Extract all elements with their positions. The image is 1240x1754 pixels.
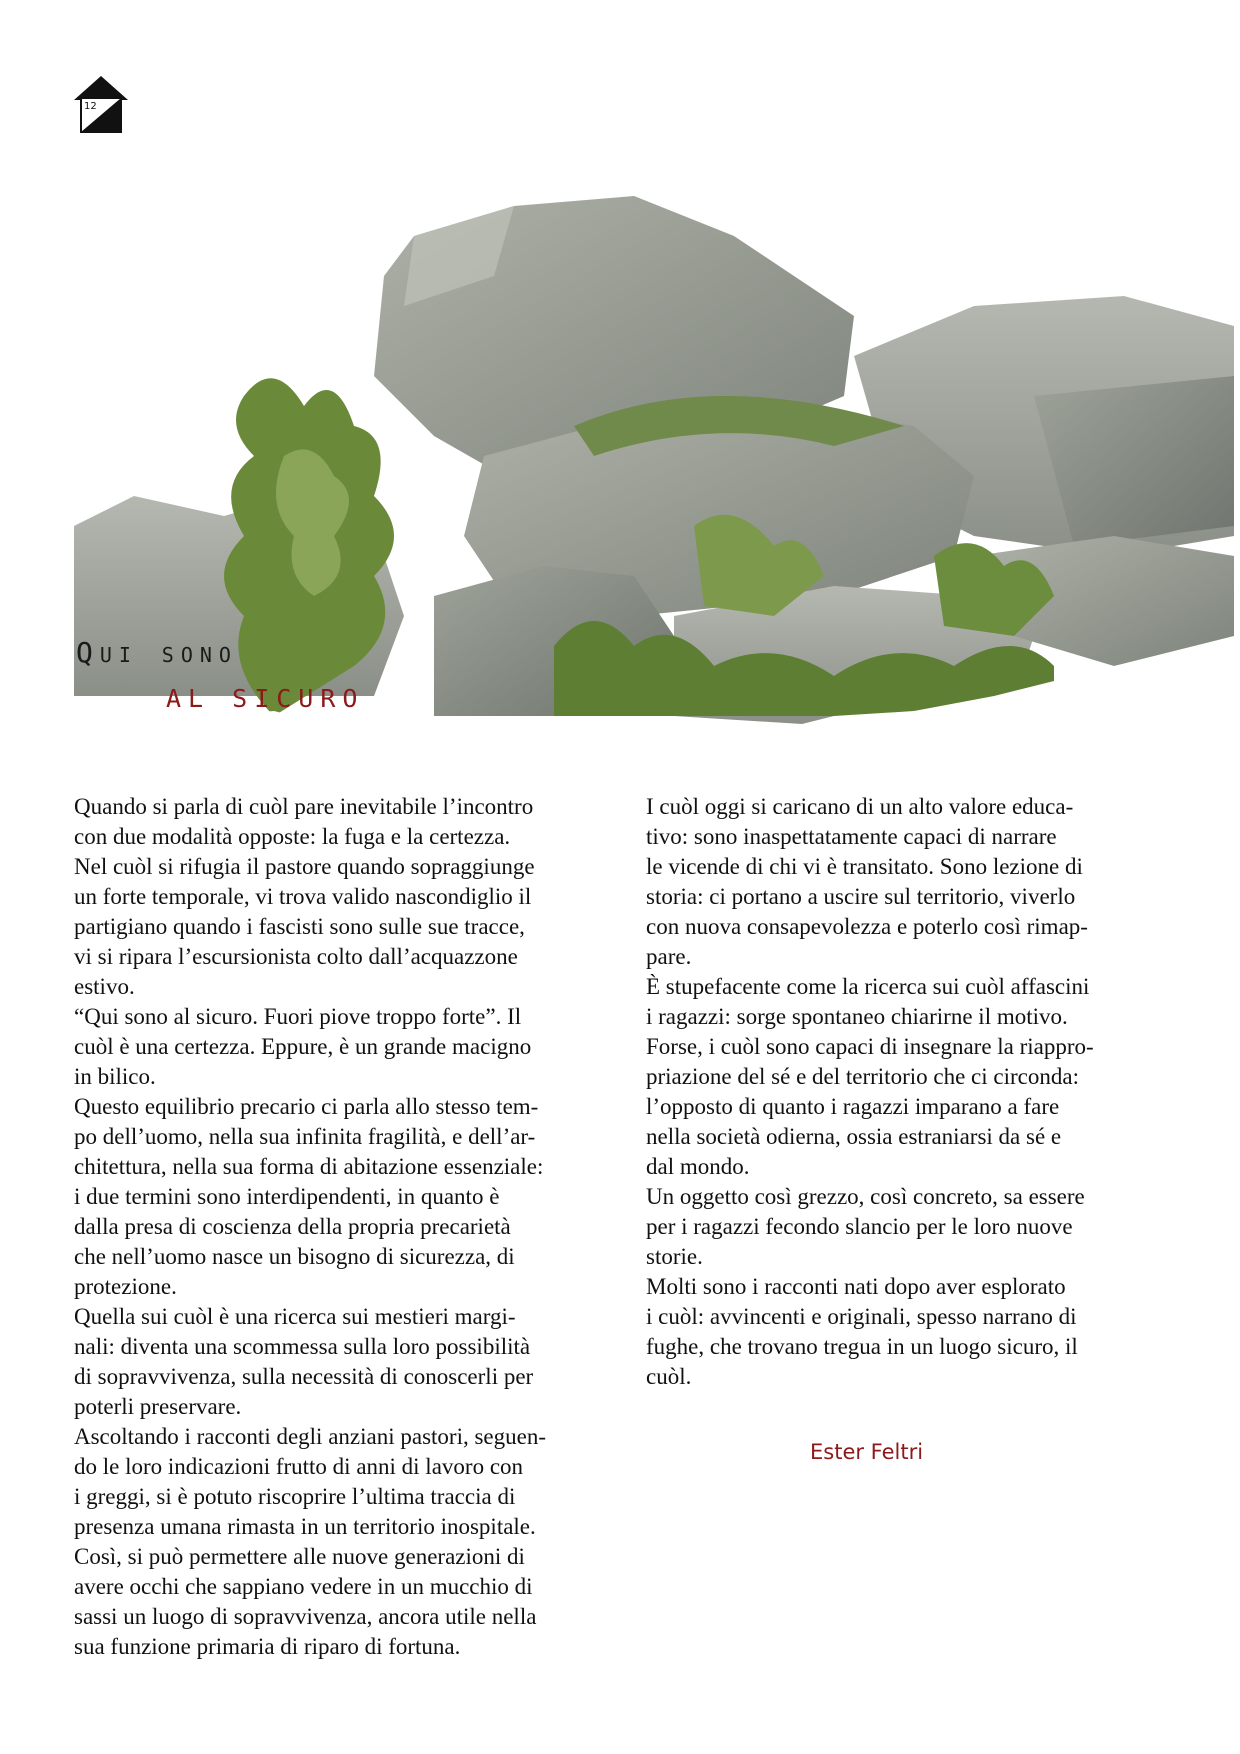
text-line: Questo equilibrio precario ci parla allo stesso tem- bbox=[74, 1094, 539, 1119]
article-title-line1: Qui sono bbox=[76, 636, 238, 669]
text-line: in bilico. bbox=[74, 1064, 156, 1089]
text-line: Molti sono i racconti nati dopo aver esplorato bbox=[646, 1274, 1066, 1299]
text-line: i due termini sono interdipendenti, in quanto è bbox=[74, 1184, 500, 1209]
text-line: Un oggetto così grezzo, così concreto, sa essere bbox=[646, 1184, 1085, 1209]
text-line: cuòl è una certezza. Eppure, è un grande macigno bbox=[74, 1034, 532, 1059]
text-line: È stupefacente come la ricerca sui cuòl affascini bbox=[646, 974, 1090, 999]
text-line: fughe, che trovano tregua in un luogo sicuro, il bbox=[646, 1334, 1078, 1359]
text-line: di sopravvivenza, sulla necessità di conoscerli per bbox=[74, 1364, 534, 1389]
text-line: Nel cuòl si rifugia il pastore quando sopraggiunge bbox=[74, 854, 535, 879]
text-line: Quando si parla di cuòl pare inevitabile l’incontro bbox=[74, 794, 534, 819]
text-line: estivo. bbox=[74, 974, 135, 999]
hero-rocks-image bbox=[74, 196, 1234, 756]
text-line: dal mondo. bbox=[646, 1154, 750, 1179]
text-line: protezione. bbox=[74, 1274, 177, 1299]
page-number-badge bbox=[72, 74, 130, 134]
text-line: vi si ripara l’escursionista colto dall’acquazzone bbox=[74, 944, 518, 969]
text-line: che nell’uomo nasce un bisogno di sicurezza, di bbox=[74, 1244, 515, 1269]
house-icon bbox=[72, 74, 130, 134]
text-line: nali: diventa una scommessa sulla loro possibilità bbox=[74, 1334, 531, 1359]
text-line: priazione del sé e del territorio che ci circonda: bbox=[646, 1064, 1079, 1089]
page-number: 12 bbox=[84, 101, 97, 112]
text-line: sassi un luogo di sopravvivenza, ancora utile nella bbox=[74, 1604, 537, 1629]
text-line: le vicende di chi vi è transitato. Sono lezione di bbox=[646, 854, 1083, 879]
author-name: Ester Feltri bbox=[810, 1440, 924, 1464]
text-line: i greggi, si è potuto riscoprire l’ultima traccia di bbox=[74, 1484, 516, 1509]
text-line: Quella sui cuòl è una ricerca sui mestieri margi- bbox=[74, 1304, 516, 1329]
text-line: nella società odierna, ossia estraniarsi da sé e bbox=[646, 1124, 1062, 1149]
text-line: per i ragazzi fecondo slancio per le loro nuove bbox=[646, 1214, 1073, 1239]
text-line: avere occhi che sappiano vedere in un mucchio di bbox=[74, 1574, 533, 1599]
text-column-left bbox=[74, 792, 634, 1662]
text-line: “Qui sono al sicuro. Fuori piove troppo forte”. Il bbox=[74, 1004, 522, 1029]
text-line: storia: ci portano a uscire sul territorio, viverlo bbox=[646, 884, 1076, 909]
text-line: chitettura, nella sua forma di abitazione essenziale: bbox=[74, 1154, 544, 1179]
text-line: Ascoltando i racconti degli anziani pastori, seguen- bbox=[74, 1424, 546, 1449]
text-line: I cuòl oggi si caricano di un alto valore educa- bbox=[646, 794, 1074, 819]
text-line: sua funzione primaria di riparo di fortuna. bbox=[74, 1634, 461, 1659]
text-line: po dell’uomo, nella sua infinita fragilità, e dell’ar- bbox=[74, 1124, 536, 1149]
text-line: Così, si può permettere alle nuove generazioni di bbox=[74, 1544, 525, 1569]
text-line: presenza umana rimasta in un territorio inospitale. bbox=[74, 1514, 536, 1539]
text-line: Forse, i cuòl sono capaci di insegnare la riappro- bbox=[646, 1034, 1094, 1059]
text-line: cuòl. bbox=[646, 1364, 692, 1389]
text-line: partigiano quando i fascisti sono sulle sue tracce, bbox=[74, 914, 525, 939]
text-line: con nuova consapevolezza e poterlo così rimap- bbox=[646, 914, 1088, 939]
text-line: un forte temporale, vi trova valido nascondiglio il bbox=[74, 884, 532, 909]
text-column-right bbox=[646, 792, 1186, 1392]
text-line: i ragazzi: sorge spontaneo chiarirne il motivo. bbox=[646, 1004, 1068, 1029]
text-line: poterli preservare. bbox=[74, 1394, 242, 1419]
text-line: tivo: sono inaspettatamente capaci di narrare bbox=[646, 824, 1057, 849]
text-line: pare. bbox=[646, 944, 692, 969]
text-line: do le loro indicazioni frutto di anni di lavoro con bbox=[74, 1454, 524, 1479]
text-line: dalla presa di coscienza della propria precarietà bbox=[74, 1214, 511, 1239]
article-title-line2: AL SICURO bbox=[166, 684, 365, 713]
text-line: storie. bbox=[646, 1244, 703, 1269]
text-line: con due modalità opposte: la fuga e la certezza. bbox=[74, 824, 511, 849]
text-line: l’opposto di quanto i ragazzi imparano a fare bbox=[646, 1094, 1060, 1119]
text-line: i cuòl: avvincenti e originali, spesso narrano di bbox=[646, 1304, 1077, 1329]
